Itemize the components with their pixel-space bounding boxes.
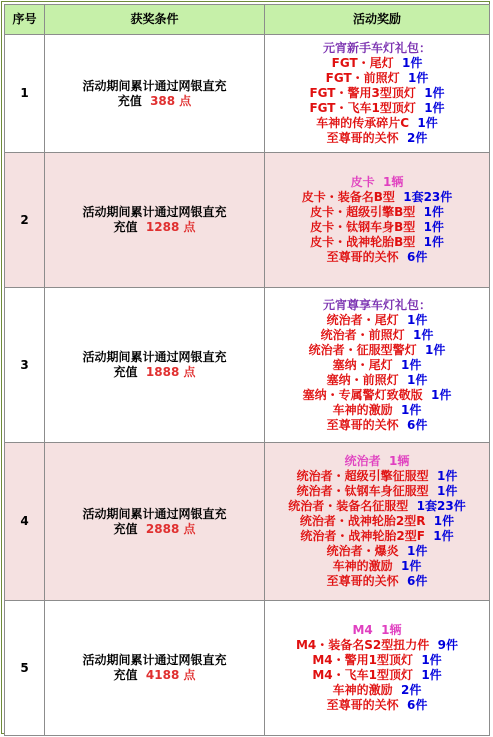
reward-item-name: M4・警用1型顶灯 [312, 653, 413, 667]
reward-item [265, 313, 489, 328]
table-row [5, 153, 490, 288]
row-index: 3 [5, 288, 45, 443]
reward-item-qty: 1件 [401, 559, 422, 573]
reward-item-qty: 1件 [413, 327, 434, 342]
reward-item-qty: 1件 [431, 387, 452, 402]
reward-item-name: FGT・警用3型顶灯 [309, 86, 416, 100]
reward-item [265, 668, 489, 683]
condition-amount-line [45, 522, 264, 537]
row-index: 4 [5, 443, 45, 601]
condition-prefix: 充值 [117, 93, 142, 108]
table-row [5, 288, 490, 443]
reward-item-qty: 2件 [407, 131, 428, 145]
reward-item-name: 车神的激励 [332, 402, 393, 417]
reward-item-name: 塞纳・前照灯 [326, 372, 399, 387]
reward-item [265, 544, 489, 559]
reward-item-qty: 1件 [401, 357, 422, 372]
reward-item [265, 205, 489, 220]
reward-item [265, 131, 489, 146]
reward-item-name: 统治者・钛钢车身征服型 [296, 484, 429, 498]
row-index: 2 [5, 153, 45, 288]
recharge-amount: 4188 点 [145, 668, 196, 682]
reward-title-qty: 1辆 [383, 175, 404, 189]
reward-item-name: FGT・飞车1型顶灯 [309, 101, 416, 115]
reward-item-qty: 1件 [407, 544, 428, 558]
reward-item [265, 484, 489, 499]
recharge-amount: 1288 点 [145, 220, 196, 234]
reward-item [265, 698, 489, 713]
reward-cell [265, 153, 490, 288]
condition-cell [45, 35, 265, 153]
reward-item-qty: 1件 [433, 529, 454, 543]
condition-cell [45, 153, 265, 288]
condition-text: 活动期间累计通过网银直充 [82, 506, 227, 521]
reward-item-name: 皮卡・装备名B型 [301, 190, 395, 204]
condition-cell [45, 601, 265, 736]
reward-item-qty: 1件 [433, 514, 455, 528]
reward-item-qty: 6件 [407, 250, 428, 264]
reward-item-qty: 1件 [437, 484, 458, 498]
reward-title-text: 元宵尊享车灯礼包： [322, 297, 431, 312]
reward-item [265, 469, 489, 484]
reward-item-name: 皮卡・战神轮胎B型 [310, 235, 416, 249]
reward-item-name: 统治者・超级引擎征服型 [296, 469, 429, 483]
reward-item-qty: 1件 [417, 116, 438, 130]
header-condition: 获奖条件 [45, 5, 265, 35]
condition-text: 活动期间累计通过网银直充 [82, 205, 227, 219]
reward-cell [265, 601, 490, 736]
reward-table [4, 4, 490, 736]
condition-text: 活动期间累计通过网银直充 [82, 653, 227, 667]
header-index: 序号 [5, 5, 45, 35]
reward-item-name: 统治者・尾灯 [326, 312, 399, 327]
reward-item-qty: 1件 [424, 101, 445, 115]
reward-item-name: 车神的激励 [332, 559, 393, 573]
reward-item [265, 56, 489, 71]
reward-item-name: 塞纳・专属警灯致敬版 [302, 387, 423, 402]
reward-item [265, 388, 489, 403]
reward-item-name: 统治者・爆炎 [326, 544, 399, 558]
reward-item-name: 至尊哥的关怀 [326, 698, 399, 712]
reward-item-qty: 1件 [401, 402, 422, 417]
reward-item-qty: 1件 [402, 56, 423, 70]
reward-item-qty: 6件 [407, 698, 428, 712]
reward-item [265, 499, 489, 514]
reward-item [265, 574, 489, 589]
reward-item [265, 529, 489, 544]
condition-prefix: 充值 [113, 220, 138, 234]
reward-item-name: 车神的激励 [332, 683, 393, 697]
reward-title-qty: 1辆 [381, 623, 402, 637]
reward-title-text: 皮卡 [350, 175, 375, 189]
reward-title [265, 623, 489, 638]
reward-item-name: 皮卡・钛钢车身B型 [310, 220, 416, 234]
row-index: 1 [5, 35, 45, 153]
reward-item-name: 统治者・前照灯 [320, 327, 405, 342]
reward-item [265, 86, 489, 101]
reward-item [265, 328, 489, 343]
reward-item-qty: 1套23件 [416, 499, 466, 513]
condition-prefix: 充值 [113, 521, 138, 536]
reward-item-name: 统治者・战神轮胎2型F [300, 529, 425, 543]
reward-item [265, 358, 489, 373]
reward-item-name: 至尊哥的关怀 [326, 250, 399, 264]
reward-item-name: 塞纳・尾灯 [332, 357, 393, 372]
condition-text: 活动期间累计通过网银直充 [82, 78, 227, 93]
reward-item-name: M4・飞车1型顶灯 [312, 668, 413, 682]
reward-item-qty: 2件 [401, 683, 422, 697]
table-row [5, 443, 490, 601]
condition-text: 活动期间累计通过网银直充 [82, 350, 227, 364]
reward-item-name: 统治者・征服型警灯 [308, 342, 417, 357]
table-row [5, 35, 490, 153]
reward-item [265, 343, 489, 358]
reward-title [265, 175, 489, 190]
reward-item-name: FGT・尾灯 [331, 56, 394, 70]
reward-title-text: 元宵新手车灯礼包： [322, 41, 431, 55]
row-index: 5 [5, 601, 45, 736]
reward-item-name: 车神的传承碎片C [316, 116, 410, 130]
reward-title-text: 统治者 [344, 454, 381, 468]
reward-title-qty: 1辆 [389, 454, 410, 468]
reward-item-qty: 1件 [423, 235, 444, 249]
reward-item [265, 638, 489, 653]
condition-cell [45, 443, 265, 601]
reward-item [265, 116, 489, 131]
header-row [5, 5, 490, 35]
reward-title-text: M4 [352, 623, 373, 637]
reward-item [265, 559, 489, 574]
recharge-amount: 1888 点 [145, 365, 196, 379]
reward-item [265, 220, 489, 235]
reward-item-name: FGT・前照灯 [325, 71, 400, 85]
reward-item [265, 403, 489, 418]
reward-item-qty: 1件 [421, 653, 442, 667]
reward-item [265, 373, 489, 388]
reward-cell [265, 35, 490, 153]
recharge-amount: 2888 点 [145, 521, 196, 536]
reward-item-qty: 6件 [407, 417, 428, 432]
header-reward: 活动奖励 [265, 5, 490, 35]
reward-item-qty: 1件 [421, 668, 442, 682]
table-row [5, 601, 490, 736]
reward-item-qty: 1件 [437, 469, 458, 483]
reward-item-name: M4・装备名S2型扭力件 [295, 638, 430, 652]
reward-item-qty: 1件 [424, 86, 445, 100]
condition-prefix: 充值 [113, 668, 138, 682]
reward-cell [265, 443, 490, 601]
reward-item-qty: 1件 [407, 312, 428, 327]
recharge-amount: 388 点 [150, 93, 192, 108]
condition-amount-line [45, 220, 264, 235]
reward-item-qty: 1件 [407, 372, 428, 387]
reward-item-qty: 1件 [423, 205, 444, 219]
reward-item-name: 至尊哥的关怀 [326, 131, 399, 145]
reward-item [265, 653, 489, 668]
reward-item-qty: 9件 [437, 638, 458, 652]
reward-item-qty: 1件 [423, 220, 444, 234]
reward-item [265, 514, 489, 529]
condition-amount-line [45, 94, 264, 109]
reward-item-qty: 1件 [408, 71, 429, 85]
reward-item-qty: 6件 [407, 574, 428, 588]
reward-title [265, 454, 489, 469]
reward-item [265, 235, 489, 250]
reward-item-name: 至尊哥的关怀 [326, 574, 399, 588]
reward-item [265, 250, 489, 265]
condition-amount-line [45, 668, 264, 683]
condition-amount-line [45, 365, 264, 380]
reward-item [265, 190, 489, 205]
reward-item [265, 418, 489, 433]
condition-prefix: 充值 [113, 365, 138, 379]
reward-item [265, 101, 489, 116]
reward-item-qty: 1件 [425, 342, 446, 357]
reward-item [265, 683, 489, 698]
condition-cell [45, 288, 265, 443]
reward-item-name: 至尊哥的关怀 [326, 417, 399, 432]
reward-title [265, 41, 489, 56]
reward-item-name: 统治者・装备名征服型 [288, 499, 409, 513]
reward-item-name: 皮卡・超级引擎B型 [310, 205, 416, 219]
reward-item-qty: 1套23件 [403, 190, 453, 204]
reward-title [265, 298, 489, 313]
reward-item-name: 统治者・战神轮胎2型R [299, 514, 426, 528]
reward-cell [265, 288, 490, 443]
reward-item [265, 71, 489, 86]
